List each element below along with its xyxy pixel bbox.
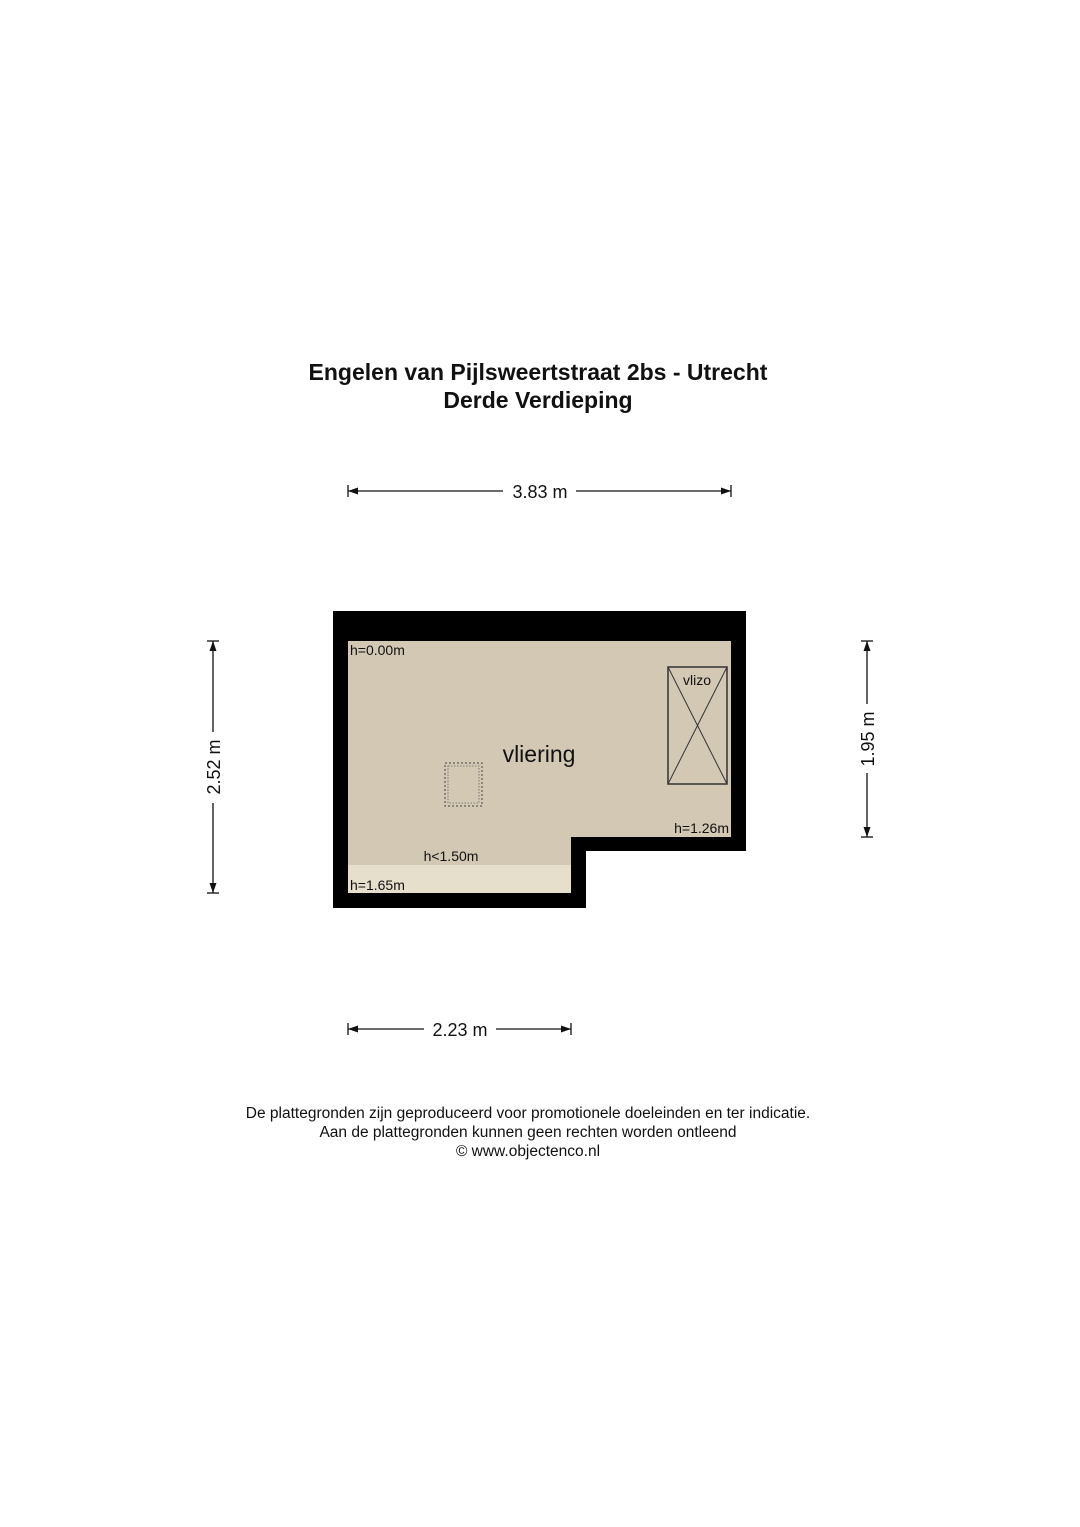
dimension-bottom-label: 2.23 m [432,1020,488,1040]
floor-title: Derde Verdieping [443,387,633,413]
height-label-top-left: h=0.00m [350,642,405,658]
dimension-top-label: 3.83 m [512,482,568,502]
dimension-right [858,641,878,837]
disclaimer [0,1104,1056,1161]
address-title: Engelen van Pijlsweertstraat 2bs - Utrecht [308,359,768,385]
dimension-top [348,482,731,502]
dimension-bottom [348,1020,571,1040]
dimension-left [204,641,224,893]
room-label: vliering [502,741,576,767]
height-label-right: h=1.26m [674,820,729,836]
height-label-slope: h<1.50m [423,848,479,864]
storage-label: vlizo [682,672,712,688]
height-label-bottom-left: h=1.65m [350,877,405,893]
dimension-left-label: 2.52 m [204,739,224,795]
copyright-line: © www.objectenco.nl [455,1143,601,1160]
disclaimer-line-1: De plattegronden zijn geproduceerd voor promotionele doeleinden en ter indicatie. [245,1105,811,1122]
disclaimer-line-2: Aan de plattegronden kunnen geen rechten worden ontleend [319,1124,737,1141]
dimension-right-label: 1.95 m [858,711,878,767]
